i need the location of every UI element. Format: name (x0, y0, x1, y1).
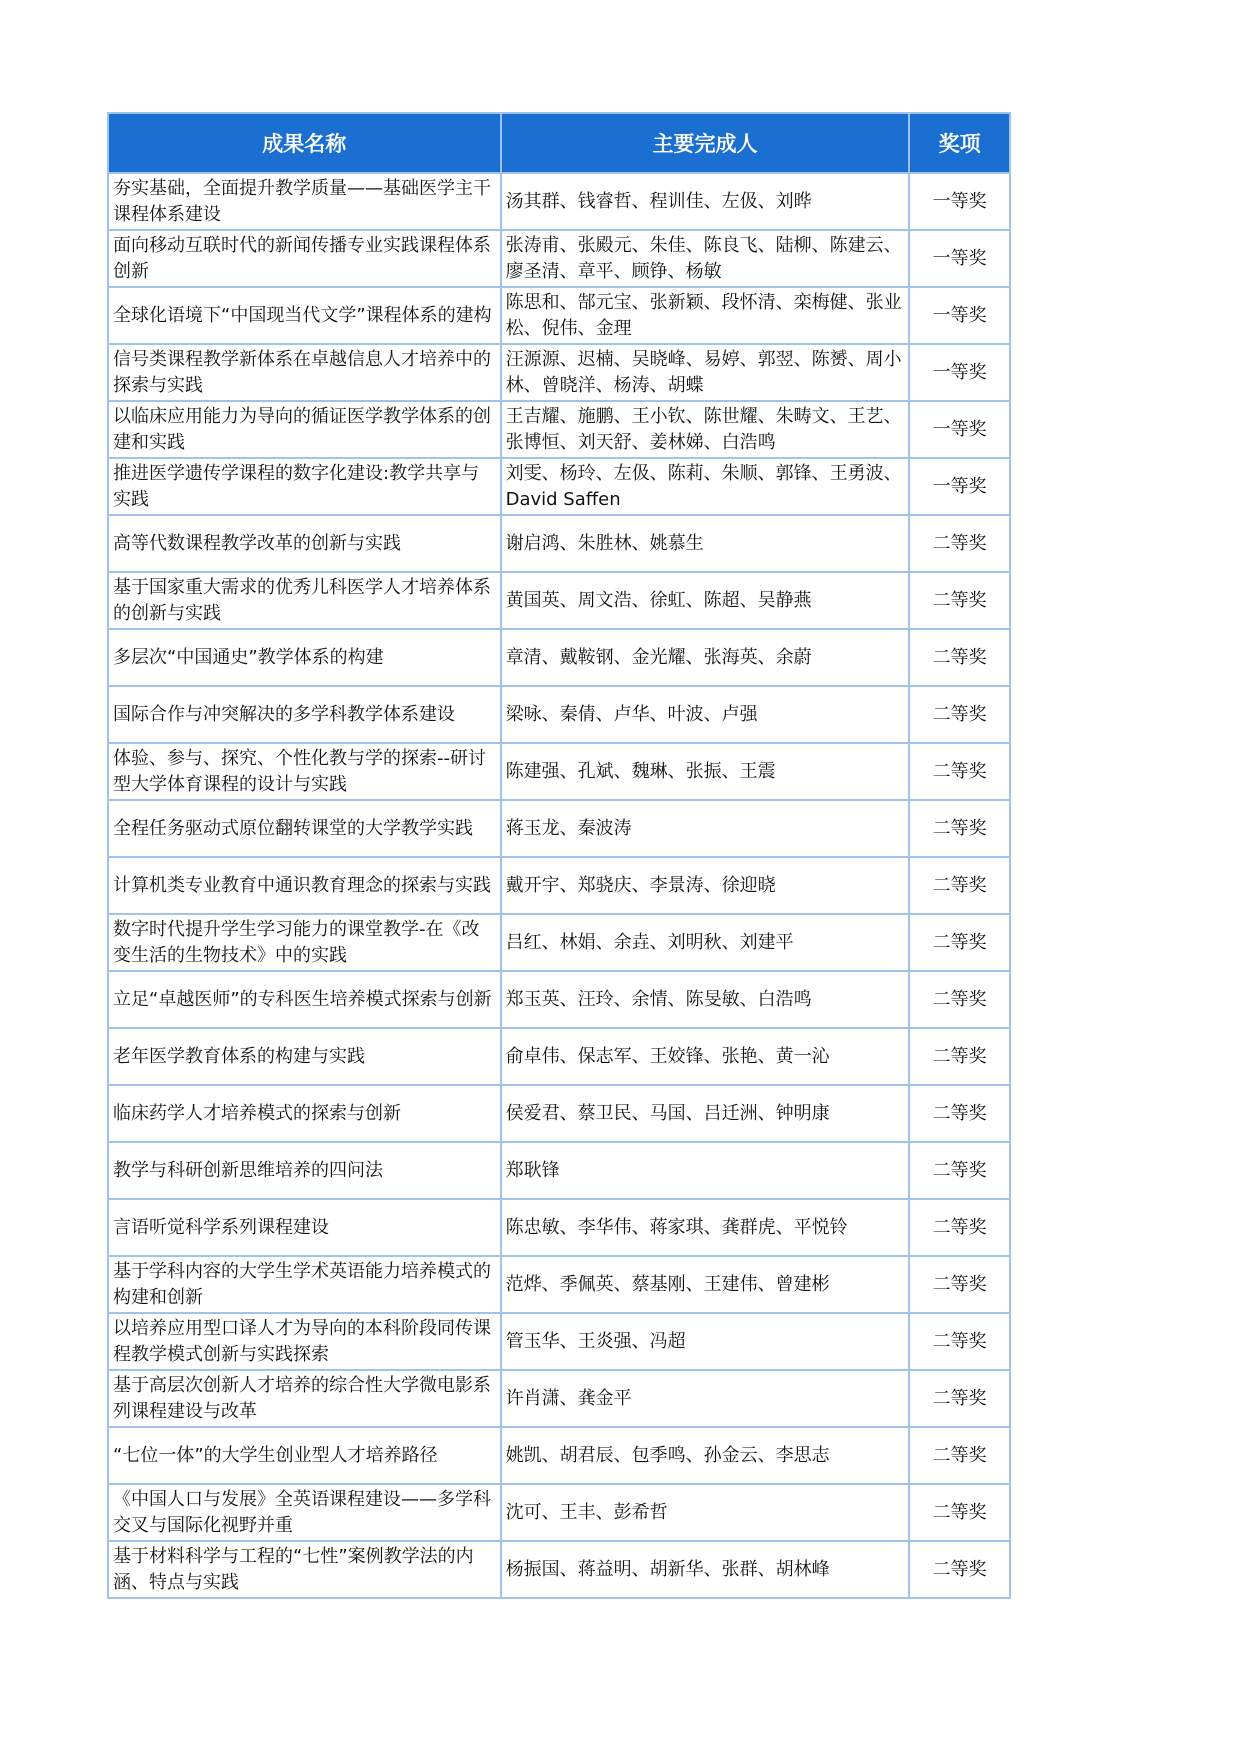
award-cell: 一等奖 (909, 230, 1010, 287)
achievement-name-cell: 立足“卓越医师”的专科医生培养模式探索与创新 (108, 971, 501, 1028)
table-row (108, 686, 1010, 743)
contributors-cell: 姚凯、胡君辰、包季鸣、孙金云、李思志 (501, 1427, 910, 1484)
achievement-name-cell: 数字时代提升学生学习能力的课堂教学-在《改变生活的生物技术》中的实践 (108, 914, 501, 971)
contributors-cell: 郑耿锋 (501, 1142, 910, 1199)
achievement-name-cell: 全程任务驱动式原位翻转课堂的大学教学实践 (108, 800, 501, 857)
contributors-cell: 汤其群、钱睿哲、程训佳、左伋、刘晔 (501, 173, 910, 230)
table-row (108, 1427, 1010, 1484)
table-row (108, 287, 1010, 344)
award-cell: 二等奖 (909, 971, 1010, 1028)
table-row (108, 230, 1010, 287)
contributors-cell: 吕红、林娟、余垚、刘明秋、刘建平 (501, 914, 910, 971)
table-row (108, 1028, 1010, 1085)
contributors-cell: 郑玉英、汪玲、余情、陈旻敏、白浩鸣 (501, 971, 910, 1028)
table-row (108, 1484, 1010, 1541)
achievement-name-cell: 《中国人口与发展》全英语课程建设——多学科交叉与国际化视野并重 (108, 1484, 501, 1541)
achievement-name-cell: 国际合作与冲突解决的多学科教学体系建设 (108, 686, 501, 743)
contributors-cell: 俞卓伟、保志军、王姣锋、张艳、黄一沁 (501, 1028, 910, 1085)
achievement-name-cell: 言语听觉科学系列课程建设 (108, 1199, 501, 1256)
award-cell: 二等奖 (909, 743, 1010, 800)
contributors-cell: 陈思和、郜元宝、张新颖、段怀清、栾梅健、张业松、倪伟、金理 (501, 287, 910, 344)
achievement-name-cell: 基于国家重大需求的优秀儿科医学人才培养体系的创新与实践 (108, 572, 501, 629)
table-header-row (108, 113, 1010, 173)
award-cell: 一等奖 (909, 401, 1010, 458)
award-cell: 二等奖 (909, 629, 1010, 686)
achievement-name-cell: 教学与科研创新思维培养的四问法 (108, 1142, 501, 1199)
achievement-name-cell: 计算机类专业教育中通识教育理念的探索与实践 (108, 857, 501, 914)
achievement-name-cell: 基于材料科学与工程的“七性”案例教学法的内涵、特点与实践 (108, 1541, 501, 1598)
achievement-name-cell: 基于学科内容的大学生学术英语能力培养模式的构建和创新 (108, 1256, 501, 1313)
achievement-name-cell: 老年医学教育体系的构建与实践 (108, 1028, 501, 1085)
contributors-cell: 张涛甫、张殿元、朱佳、陈良飞、陆柳、陈建云、廖圣清、章平、顾铮、杨敏 (501, 230, 910, 287)
achievement-name-cell: 以临床应用能力为导向的循证医学教学体系的创建和实践 (108, 401, 501, 458)
contributors-cell: 陈忠敏、李华伟、蒋家琪、龚群虎、平悦铃 (501, 1199, 910, 1256)
award-cell: 二等奖 (909, 1085, 1010, 1142)
table-row (108, 1199, 1010, 1256)
award-cell: 一等奖 (909, 287, 1010, 344)
table-row (108, 629, 1010, 686)
award-cell: 一等奖 (909, 344, 1010, 401)
table-row (108, 1142, 1010, 1199)
contributors-cell: 黄国英、周文浩、徐虹、陈超、吴静燕 (501, 572, 910, 629)
award-cell: 二等奖 (909, 1142, 1010, 1199)
table-row (108, 1370, 1010, 1427)
contributors-cell: 谢启鸿、朱胜林、姚慕生 (501, 515, 910, 572)
contributors-cell: 戴开宇、郑骁庆、李景涛、徐迎晓 (501, 857, 910, 914)
achievement-name-cell: 信号类课程教学新体系在卓越信息人才培养中的探索与实践 (108, 344, 501, 401)
table-row (108, 857, 1010, 914)
contributors-cell: 梁咏、秦倩、卢华、叶波、卢强 (501, 686, 910, 743)
award-cell: 二等奖 (909, 1427, 1010, 1484)
header-achievement-name: 成果名称 (108, 113, 501, 173)
contributors-cell: 王吉耀、施鹏、王小钦、陈世耀、朱畴文、王艺、张博恒、刘天舒、姜林娣、白浩鸣 (501, 401, 910, 458)
achievement-name-cell: 夯实基础，全面提升教学质量——基础医学主干课程体系建设 (108, 173, 501, 230)
table-row (108, 1541, 1010, 1598)
table-row (108, 173, 1010, 230)
contributors-cell: 蒋玉龙、秦波涛 (501, 800, 910, 857)
contributors-cell: 杨振国、蒋益明、胡新华、张群、胡林峰 (501, 1541, 910, 1598)
award-cell: 二等奖 (909, 1370, 1010, 1427)
contributors-cell: 范烨、季佩英、蔡基刚、王建伟、曾建彬 (501, 1256, 910, 1313)
table-row (108, 1256, 1010, 1313)
contributors-cell: 章清、戴鞍钢、金光耀、张海英、余蔚 (501, 629, 910, 686)
contributors-cell: 汪源源、迟楠、吴晓峰、易婷、郭翌、陈赟、周小林、曾晓洋、杨涛、胡蝶 (501, 344, 910, 401)
header-main-contributors: 主要完成人 (501, 113, 910, 173)
award-cell: 二等奖 (909, 800, 1010, 857)
contributors-cell: 许肖潇、龚金平 (501, 1370, 910, 1427)
table-row (108, 344, 1010, 401)
award-cell: 二等奖 (909, 857, 1010, 914)
award-cell: 二等奖 (909, 1199, 1010, 1256)
achievement-name-cell: 多层次“中国通史”教学体系的构建 (108, 629, 501, 686)
award-cell: 二等奖 (909, 515, 1010, 572)
award-cell: 二等奖 (909, 1541, 1010, 1598)
achievement-name-cell: 体验、参与、探究、个性化教与学的探索--研讨型大学体育课程的设计与实践 (108, 743, 501, 800)
table-row (108, 1313, 1010, 1370)
header-award: 奖项 (909, 113, 1010, 173)
achievement-name-cell: 面向移动互联时代的新闻传播专业实践课程体系创新 (108, 230, 501, 287)
achievement-name-cell: 临床药学人才培养模式的探索与创新 (108, 1085, 501, 1142)
contributors-cell: 侯爱君、蔡卫民、马国、吕迁洲、钟明康 (501, 1085, 910, 1142)
table-row (108, 1085, 1010, 1142)
table-row (108, 914, 1010, 971)
table-row (108, 800, 1010, 857)
award-cell: 二等奖 (909, 1256, 1010, 1313)
table-row (108, 971, 1010, 1028)
contributors-cell: 刘雯、杨玲、左伋、陈莉、朱顺、郭锋、王勇波、David Saffen (501, 458, 910, 515)
award-cell: 二等奖 (909, 686, 1010, 743)
contributors-cell: 沈可、王丰、彭希哲 (501, 1484, 910, 1541)
award-cell: 二等奖 (909, 572, 1010, 629)
award-cell: 一等奖 (909, 458, 1010, 515)
achievement-name-cell: 基于高层次创新人才培养的综合性大学微电影系列课程建设与改革 (108, 1370, 501, 1427)
awards-table (107, 112, 1011, 1599)
award-cell: 二等奖 (909, 914, 1010, 971)
contributors-cell: 管玉华、王炎强、冯超 (501, 1313, 910, 1370)
achievement-name-cell: 推进医学遗传学课程的数字化建设:教学共享与实践 (108, 458, 501, 515)
award-cell: 二等奖 (909, 1313, 1010, 1370)
award-cell: 二等奖 (909, 1028, 1010, 1085)
award-cell: 二等奖 (909, 1484, 1010, 1541)
contributors-cell: 陈建强、孔斌、魏琳、张振、王震 (501, 743, 910, 800)
achievement-name-cell: 以培养应用型口译人才为导向的本科阶段同传课程教学模式创新与实践探索 (108, 1313, 501, 1370)
table-body (108, 173, 1010, 1598)
table-row (108, 743, 1010, 800)
achievement-name-cell: “七位一体”的大学生创业型人才培养路径 (108, 1427, 501, 1484)
achievement-name-cell: 高等代数课程教学改革的创新与实践 (108, 515, 501, 572)
table-row (108, 572, 1010, 629)
table-row (108, 458, 1010, 515)
award-cell: 一等奖 (909, 173, 1010, 230)
table-row (108, 401, 1010, 458)
achievement-name-cell: 全球化语境下“中国现当代文学”课程体系的建构 (108, 287, 501, 344)
table-row (108, 515, 1010, 572)
